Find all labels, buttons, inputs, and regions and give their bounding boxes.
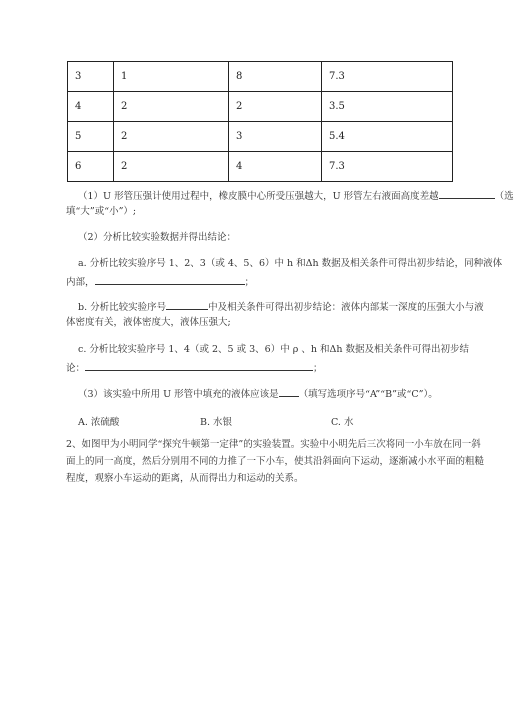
table-cell: 2 <box>114 152 229 182</box>
q2c-line1: c. 分析比较实验序号 1、4（或 2、5 或 3、6）中 ρ 、h 和Δh 数据及相关条件可得出初步结 <box>78 344 469 355</box>
table-row <box>68 152 453 182</box>
q2c-text: 论： <box>66 363 86 374</box>
table-row <box>68 92 453 122</box>
q1-answer-blank[interactable] <box>439 188 495 199</box>
table-cell: 3.5 <box>322 92 453 122</box>
q3-option-c: C. 水 <box>331 417 354 428</box>
table-cell: 7.3 <box>322 62 453 92</box>
q2c-line2 <box>66 360 323 375</box>
table-cell: 4 <box>229 152 322 182</box>
q2b-answer-blank[interactable] <box>166 299 208 310</box>
table-cell: 3 <box>68 62 114 92</box>
table-cell: 6 <box>68 152 114 182</box>
problem2-line1: 2、如图甲为小明同学“探究牛顿第一定律”的实验装置。实验中小明先后三次将同一小车放在同一斜 <box>66 439 481 450</box>
q1-text-b: （选 <box>494 191 514 202</box>
table-cell: 2 <box>229 92 322 122</box>
table-cell: 2 <box>114 122 229 152</box>
table-cell: 5 <box>68 122 114 152</box>
table-cell: 1 <box>114 62 229 92</box>
problem2-line3: 程度，观察小车运动的距离，从而得出力和运动的关系。 <box>66 473 304 484</box>
table-cell: 3 <box>229 122 322 152</box>
q1-line1 <box>78 188 514 203</box>
q2b-text-a: b. 分析比较实验序号 <box>78 302 167 313</box>
table-cell: 5.4 <box>322 122 453 152</box>
q3-option-b: B. 水银 <box>200 417 233 428</box>
q2a-line2 <box>66 274 254 289</box>
q2c-end: ； <box>313 363 323 374</box>
data-table <box>67 61 453 182</box>
q3-text-a: （3）该实验中所用 U 形管中填充的液体应该是 <box>78 389 279 400</box>
q2b-line1 <box>78 299 484 314</box>
q2b-text-b: 中及相关条件可得出初步结论：液体内部某一深度的压强大小与液 <box>208 302 484 313</box>
q2a-answer-blank[interactable] <box>95 274 245 285</box>
q2-intro: （2）分析比较实验数据并得出结论： <box>78 232 237 243</box>
table-cell: 8 <box>229 62 322 92</box>
q3-line <box>78 386 438 401</box>
table-cell: 4 <box>68 92 114 122</box>
q3-option-a: A. 浓硫酸 <box>78 417 120 428</box>
q2b-line2: 体密度有关，液体密度大，液体压强大; <box>66 317 231 328</box>
q2a-end: ； <box>244 277 255 288</box>
q1-text-a: （1）U 形管压强计使用过程中，橡皮膜中心所受压强越大，U 形管左右液面高度差越 <box>78 191 439 202</box>
q3-answer-blank[interactable] <box>279 386 299 397</box>
table-cell: 2 <box>114 92 229 122</box>
q2a-text: 内部， <box>66 277 95 288</box>
table-row <box>68 62 453 92</box>
q2c-answer-blank[interactable] <box>85 360 313 371</box>
table-row <box>68 122 453 152</box>
q2a-line1: a. 分析比较实验序号 1、2、3（或 4、5、6）中 h 和Δh 数据及相关条件可得出初步结论，同种液体 <box>78 258 503 269</box>
q1-line2: 填“大”或“小”）; <box>66 206 137 217</box>
problem2-line2: 面上的同一高度，然后分别用不同的力推了一下小车，使其沿斜面向下运动，逐渐减小水平面的粗糙 <box>66 456 485 467</box>
q3-text-b: （填写选项序号“A”“B”或“C”）。 <box>298 389 438 400</box>
table-cell: 7.3 <box>322 152 453 182</box>
